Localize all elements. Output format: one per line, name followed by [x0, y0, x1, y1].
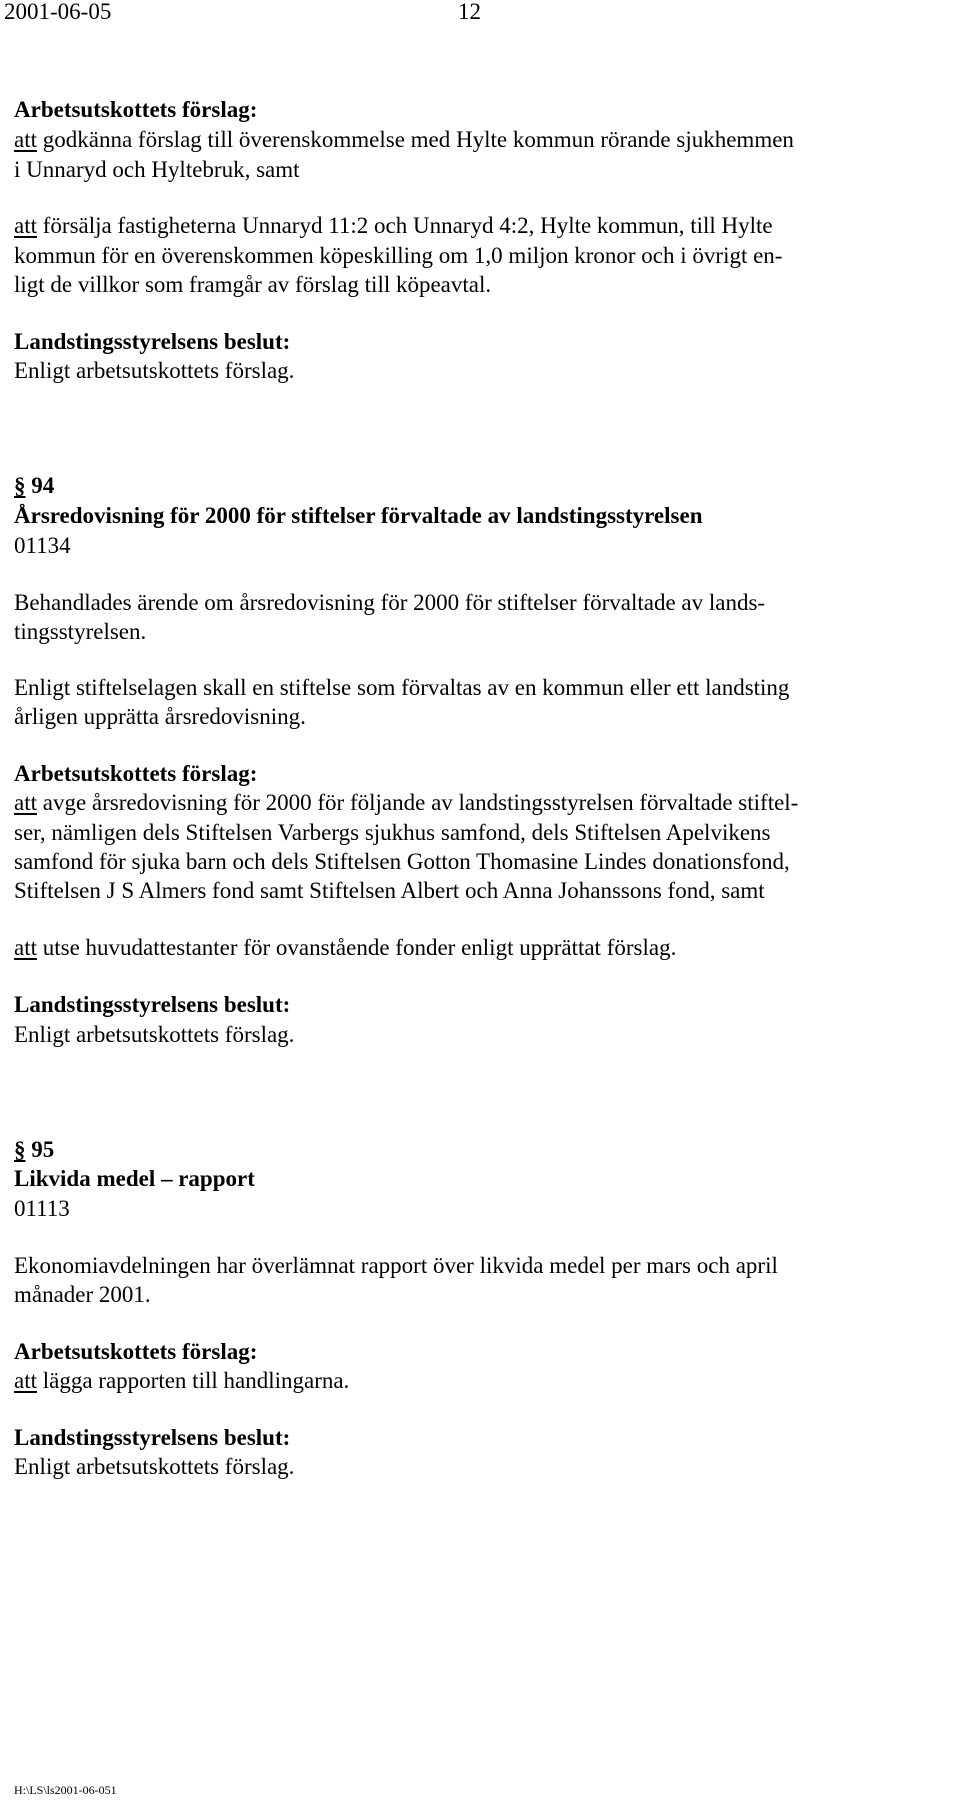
section-reference: 01134 — [14, 533, 71, 558]
section-sign: § — [14, 1137, 26, 1162]
paragraph-line: tingsstyrelsen. — [14, 619, 147, 644]
section-title: Likvida medel – rapport — [14, 1166, 255, 1191]
page-number: 12 — [458, 0, 481, 24]
paragraph-line: Enligt stiftelselagen skall en stiftelse som förvaltas av en kommun eller ett landsting — [14, 675, 790, 700]
decision-text: Enligt arbetsutskottets förslag. — [14, 358, 295, 383]
proposal-line — [14, 211, 773, 241]
decision-text: Enligt arbetsutskottets förslag. — [14, 1454, 295, 1479]
footer-file-path: H:\LS\ls2001-06-051 — [14, 1783, 117, 1797]
header-date: 2001-06-05 — [4, 0, 112, 24]
proposal-line: Stiftelsen J S Almers fond samt Stiftelsen Albert och Anna Johanssons fond, samt — [14, 878, 765, 903]
proposal-heading: Arbetsutskottets förslag: — [14, 97, 258, 122]
proposal-line: ser, nämligen dels Stiftelsen Varbergs sjukhus samfond, dels Stiftelsen Apelvikens — [14, 820, 771, 845]
att-keyword: att — [14, 935, 37, 960]
proposal-text: försälja fastigheterna Unnaryd 11:2 och Unnaryd 4:2, Hylte kommun, till Hylte — [42, 213, 773, 238]
proposal-text: lägga rapporten till handlingarna. — [42, 1368, 350, 1393]
proposal-line: samfond för sjuka barn och dels Stiftelsen Gotton Thomasine Lindes donationsfond, — [14, 849, 790, 874]
proposal-line — [14, 933, 676, 963]
att-keyword: att — [14, 790, 37, 815]
decision-heading: Landstingsstyrelsens beslut: — [14, 1425, 291, 1450]
proposal-line — [14, 1366, 349, 1396]
proposal-line — [14, 125, 794, 155]
proposal-heading: Arbetsutskottets förslag: — [14, 1339, 258, 1364]
proposal-text: godkänna förslag till överenskommelse med Hylte kommun rörande sjukhemmen — [42, 127, 794, 152]
section-title: Årsredovisning för 2000 för stiftelser förvaltade av landstingsstyrelsen — [14, 503, 703, 528]
section-number — [14, 1135, 54, 1165]
section-number-value: 95 — [31, 1137, 55, 1162]
proposal-heading: Arbetsutskottets förslag: — [14, 761, 258, 786]
att-keyword: att — [14, 127, 37, 152]
section-number — [14, 471, 54, 501]
att-keyword: att — [14, 213, 37, 238]
proposal-line: i Unnaryd och Hyltebruk, samt — [14, 157, 300, 182]
proposal-line — [14, 788, 798, 818]
section-reference: 01113 — [14, 1196, 70, 1221]
section-number-value: 94 — [31, 473, 55, 498]
proposal-line: kommun för en överenskommen köpeskilling om 1,0 miljon kronor och i övrigt en- — [14, 243, 783, 268]
proposal-text: avge årsredovisning för 2000 för följande av landstingsstyrelsen förvaltade stiftel- — [42, 790, 799, 815]
paragraph-line: månader 2001. — [14, 1282, 151, 1307]
proposal-line: ligt de villkor som framgår av förslag till köpeavtal. — [14, 272, 492, 297]
decision-text: Enligt arbetsutskottets förslag. — [14, 1022, 295, 1047]
paragraph-line: Behandlades ärende om årsredovisning för 2000 för stiftelser förvaltade av lands- — [14, 590, 766, 615]
proposal-text: utse huvudattestanter för ovanstående fonder enligt upprättat förslag. — [42, 935, 677, 960]
decision-heading: Landstingsstyrelsens beslut: — [14, 992, 291, 1017]
decision-heading: Landstingsstyrelsens beslut: — [14, 329, 291, 354]
paragraph-line: årligen upprätta årsredovisning. — [14, 704, 306, 729]
paragraph-line: Ekonomiavdelningen har överlämnat rapport över likvida medel per mars och april — [14, 1253, 778, 1278]
section-sign: § — [14, 473, 26, 498]
att-keyword: att — [14, 1368, 37, 1393]
